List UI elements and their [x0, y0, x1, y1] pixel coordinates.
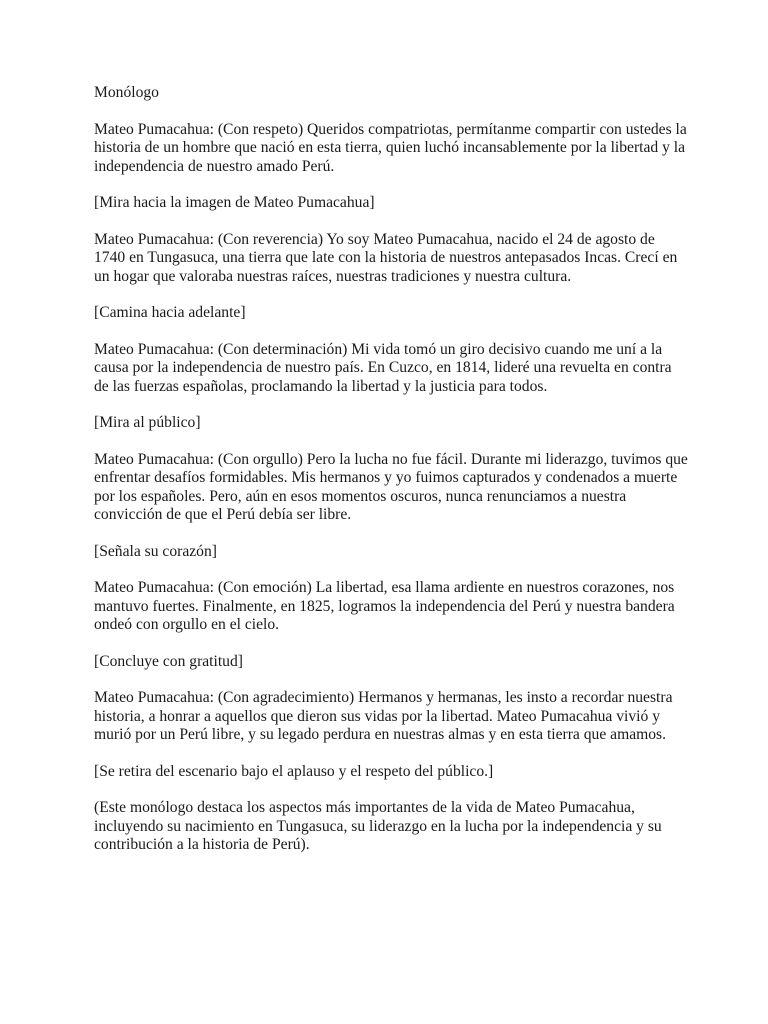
stage-direction: [Concluye con gratitud]: [94, 652, 243, 670]
stage-direction: [Camina hacia adelante]: [94, 304, 246, 321]
paragraph: Mateo Pumacahua: (Con emoción) La libertad, esa llama ardiente en nuestros corazones, nos mantuvo fuertes. Finalmente, en 1825, logramos la independencia del Perú y nuestra bandera ondeó con orgullo en el cielo.: [94, 579, 675, 633]
stage-direction: [Mira al público]: [94, 414, 201, 431]
closing-note: (Este monólogo destaca los aspectos más importantes de la vida de Mateo Pumacahua, incluyendo su nacimiento en Tungasuca, su liderazgo en la lucha por la independencia y su contribución a la historia de Perú).: [94, 799, 662, 853]
stage-direction: [Mira hacia la imagen de Mateo Pumacahua]: [94, 194, 375, 211]
paragraph: Mateo Pumacahua: (Con determinación) Mi vida tomó un giro decisivo cuando me uní a la causa por la independencia de nuestro país. En Cuzco, en 1814, lideré una revuelta en contra de las fuerzas españolas, proclamando la libertad y la justicia para todos.: [94, 340, 672, 395]
stage-direction: [Se retira del escenario bajo el aplauso y el respeto del público.]: [94, 762, 494, 780]
paragraph: Mateo Pumacahua: (Con reverencia) Yo soy Mateo Pumacahua, nacido el 24 de agosto de 1740 en Tungasuca, una tierra que late con la historia de nuestros antepasados Incas. Crecí en un hogar que valoraba nuestras raíces, nuestras tradiciones y nuestra cultura.: [94, 230, 678, 285]
stage-direction: [Señala su corazón]: [94, 542, 217, 560]
document-title: Monólogo: [94, 84, 159, 101]
paragraph: Mateo Pumacahua: (Con agradecimiento) Hermanos y hermanas, les insto a recordar nuestra historia, a honrar a aquellos que dieron sus vidas por la libertad. Mateo Pumacahua vivió y murió por un Perú libre, y su legado perdura en nuestras almas y en esta tierra que amamos.: [94, 689, 673, 743]
paragraph: Mateo Pumacahua: (Con respeto) Queridos compatriotas, permítanme compartir con ustedes la historia de un hombre que nació en esta tierra, quien luchó incansablemente por la libertad y la independencia de nuestro amado Perú.: [94, 120, 687, 175]
paragraph: Mateo Pumacahua: (Con orgullo) Pero la lucha no fue fácil. Durante mi liderazgo, tuvimos que enfrentar desafíos formidables. Mis hermanos y yo fuimos capturados y condenados a muerte por los españoles. Pero, aún en esos momentos oscuros, nunca renunciamos a nuestra convicción de que el Perú debía ser libre.: [94, 450, 688, 523]
